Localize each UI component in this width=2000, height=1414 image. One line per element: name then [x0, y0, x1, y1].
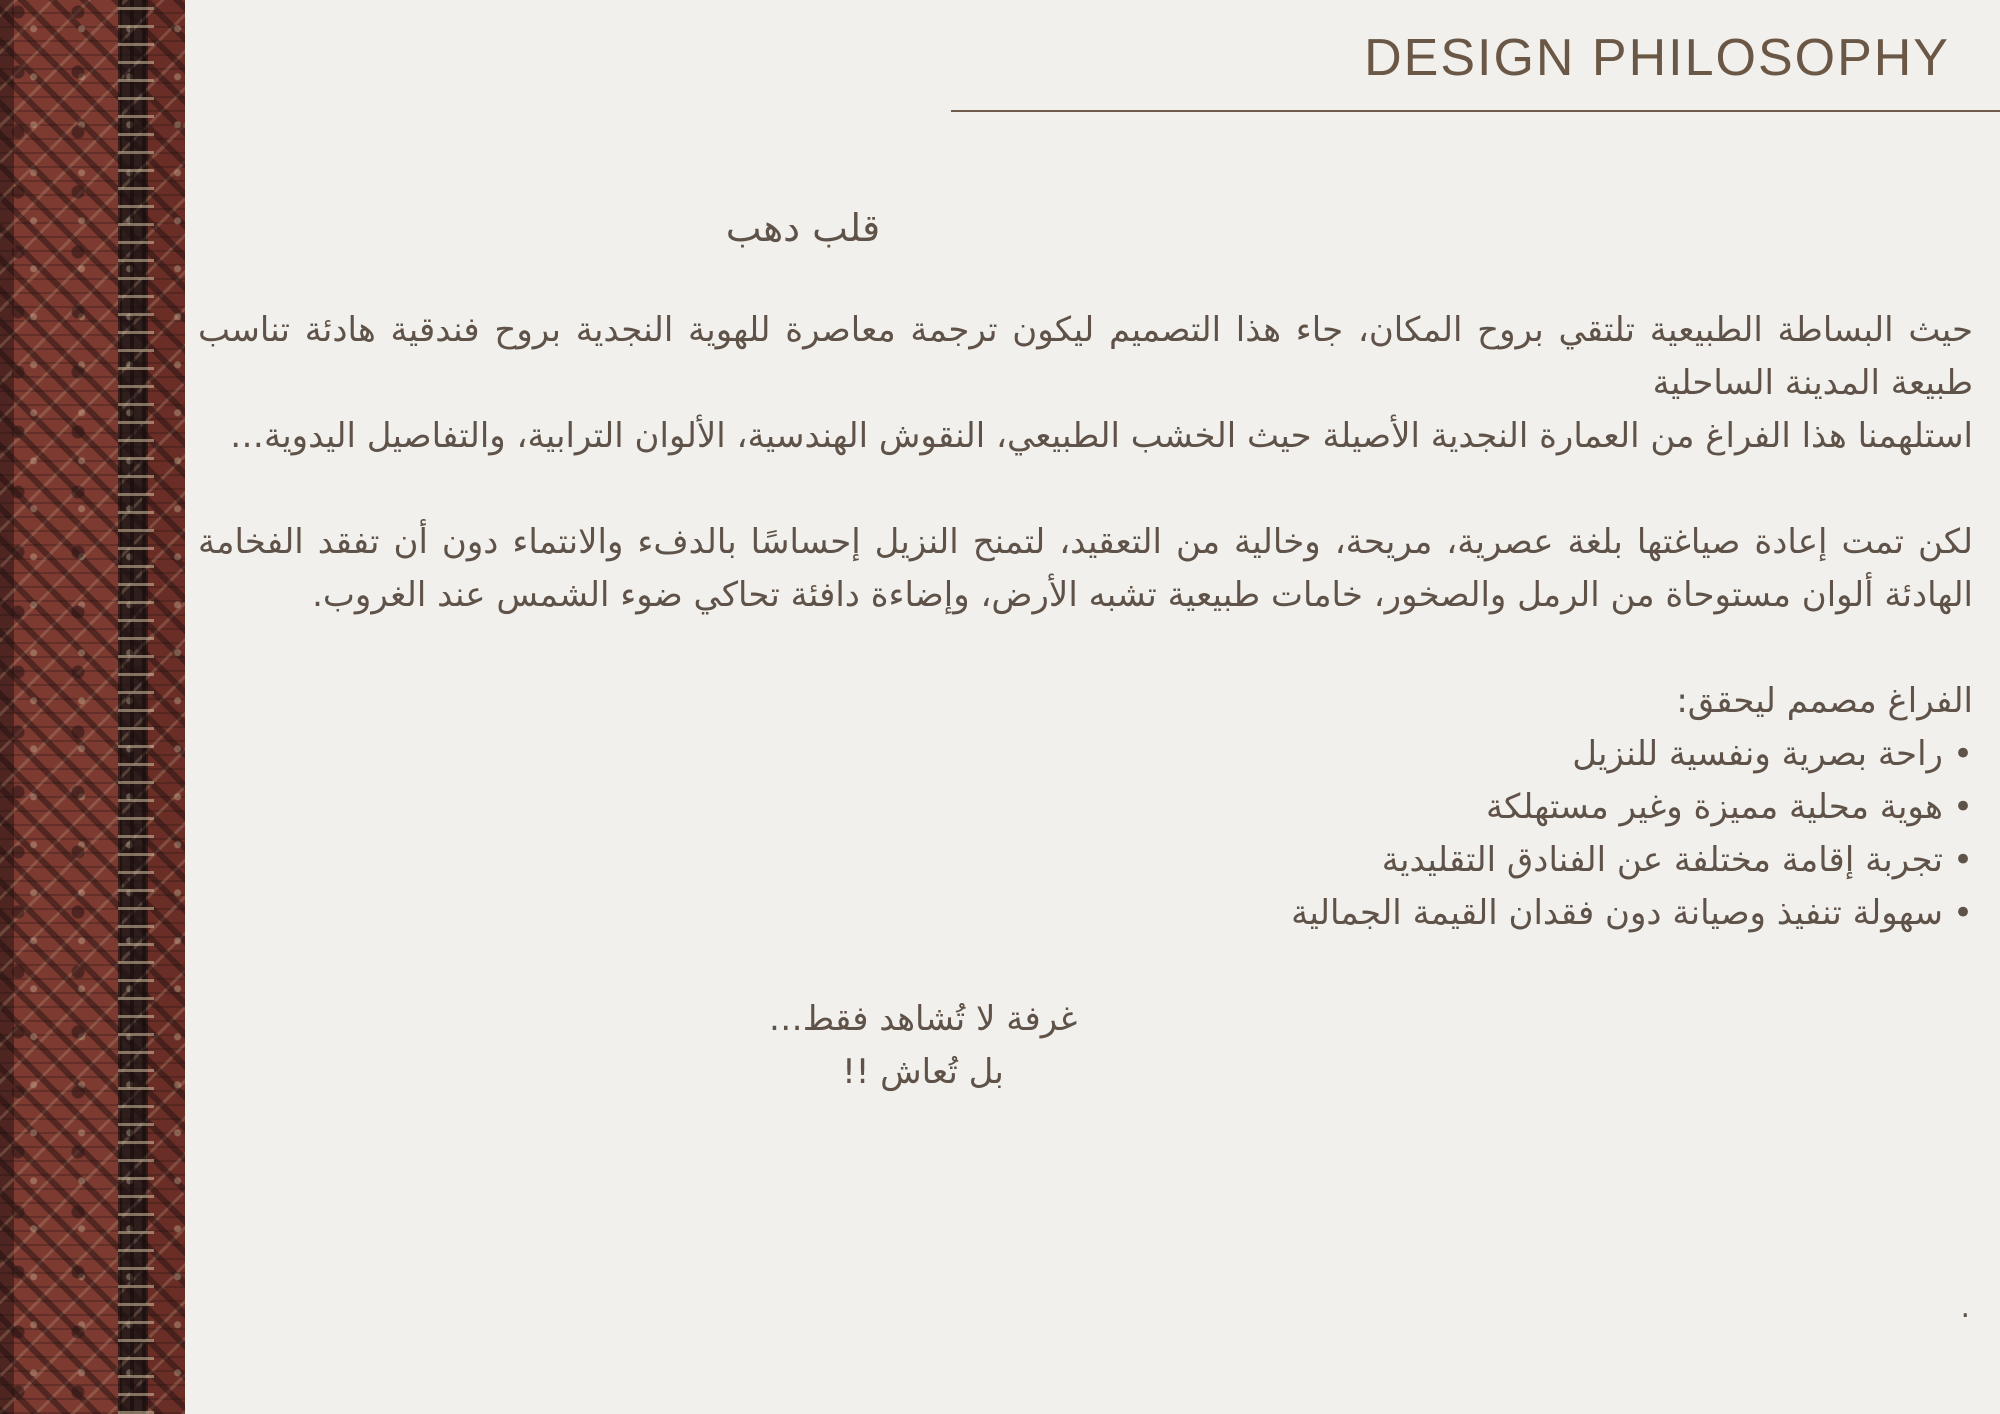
intro-paragraph-2: استلهمنا هذا الفراغ من العمارة النجدية الأصيلة حيث الخشب الطبيعي، النقوش الهندسية، الألوان الترابية، والتفاصيل اليدوية…: [229, 416, 1973, 456]
goal-text: سهولة تنفيذ وصيانة دون فقدان القيمة الجمالية: [1291, 893, 1943, 933]
goal-item: [198, 887, 1973, 940]
concept-name: قلب دهب: [725, 206, 881, 250]
intro-paragraph-1: حيث البساطة الطبيعية تلتقي بروح المكان، جاء هذا التصميم ليكون ترجمة معاصرة للهوية النجدية بروح فندقية هادئة تناسب طبيعة المدينة الساحلية: [198, 310, 1973, 403]
page-title: DESIGN PHILOSOPHY: [1364, 29, 1950, 87]
bullet-icon: •: [1952, 893, 1973, 933]
paragraph-2: لكن تمت إعادة صياغتها بلغة عصرية، مريحة، وخالية من التعقيد، لتمنح النزيل إحساسًا بالدفء والانتماء دون أن تفقد الفخامة الهادئة ألوان مستوحاة من الرمل والصخور، خامات طبيعية تشبه الأرض، وإضاءة دافئة تحاكي ضوء الشمس عند الغروب.: [198, 522, 1973, 615]
goals-list: [198, 728, 1973, 940]
spacer: [198, 622, 1973, 675]
trailing-dot: .: [1960, 1290, 1970, 1325]
goal-item: [198, 781, 1973, 834]
philosophy-content: [198, 190, 1973, 1099]
carpet-texture-strip: [0, 0, 185, 1414]
goals-heading: الفراغ مصمم ليحقق:: [1676, 681, 1973, 721]
goal-text: هوية محلية مميزة وغير مستهلكة: [1485, 787, 1943, 827]
goal-text: راحة بصرية ونفسية للنزيل: [1572, 734, 1943, 774]
title-divider: [951, 110, 2000, 112]
spacer: [198, 266, 1973, 304]
closing-line-1: غرفة لا تُشاهد فقط…: [768, 999, 1078, 1039]
goal-item: [198, 728, 1973, 781]
bullet-icon: •: [1952, 840, 1973, 880]
spacer: [198, 940, 1973, 993]
goal-text: تجربة إقامة مختلفة عن الفنادق التقليدية: [1381, 840, 1943, 880]
bullet-icon: •: [1952, 734, 1973, 774]
closing-line-2: بل تُعاش !!: [842, 1052, 1004, 1092]
bullet-icon: •: [1952, 787, 1973, 827]
goal-item: [198, 834, 1973, 887]
spacer: [198, 463, 1973, 516]
